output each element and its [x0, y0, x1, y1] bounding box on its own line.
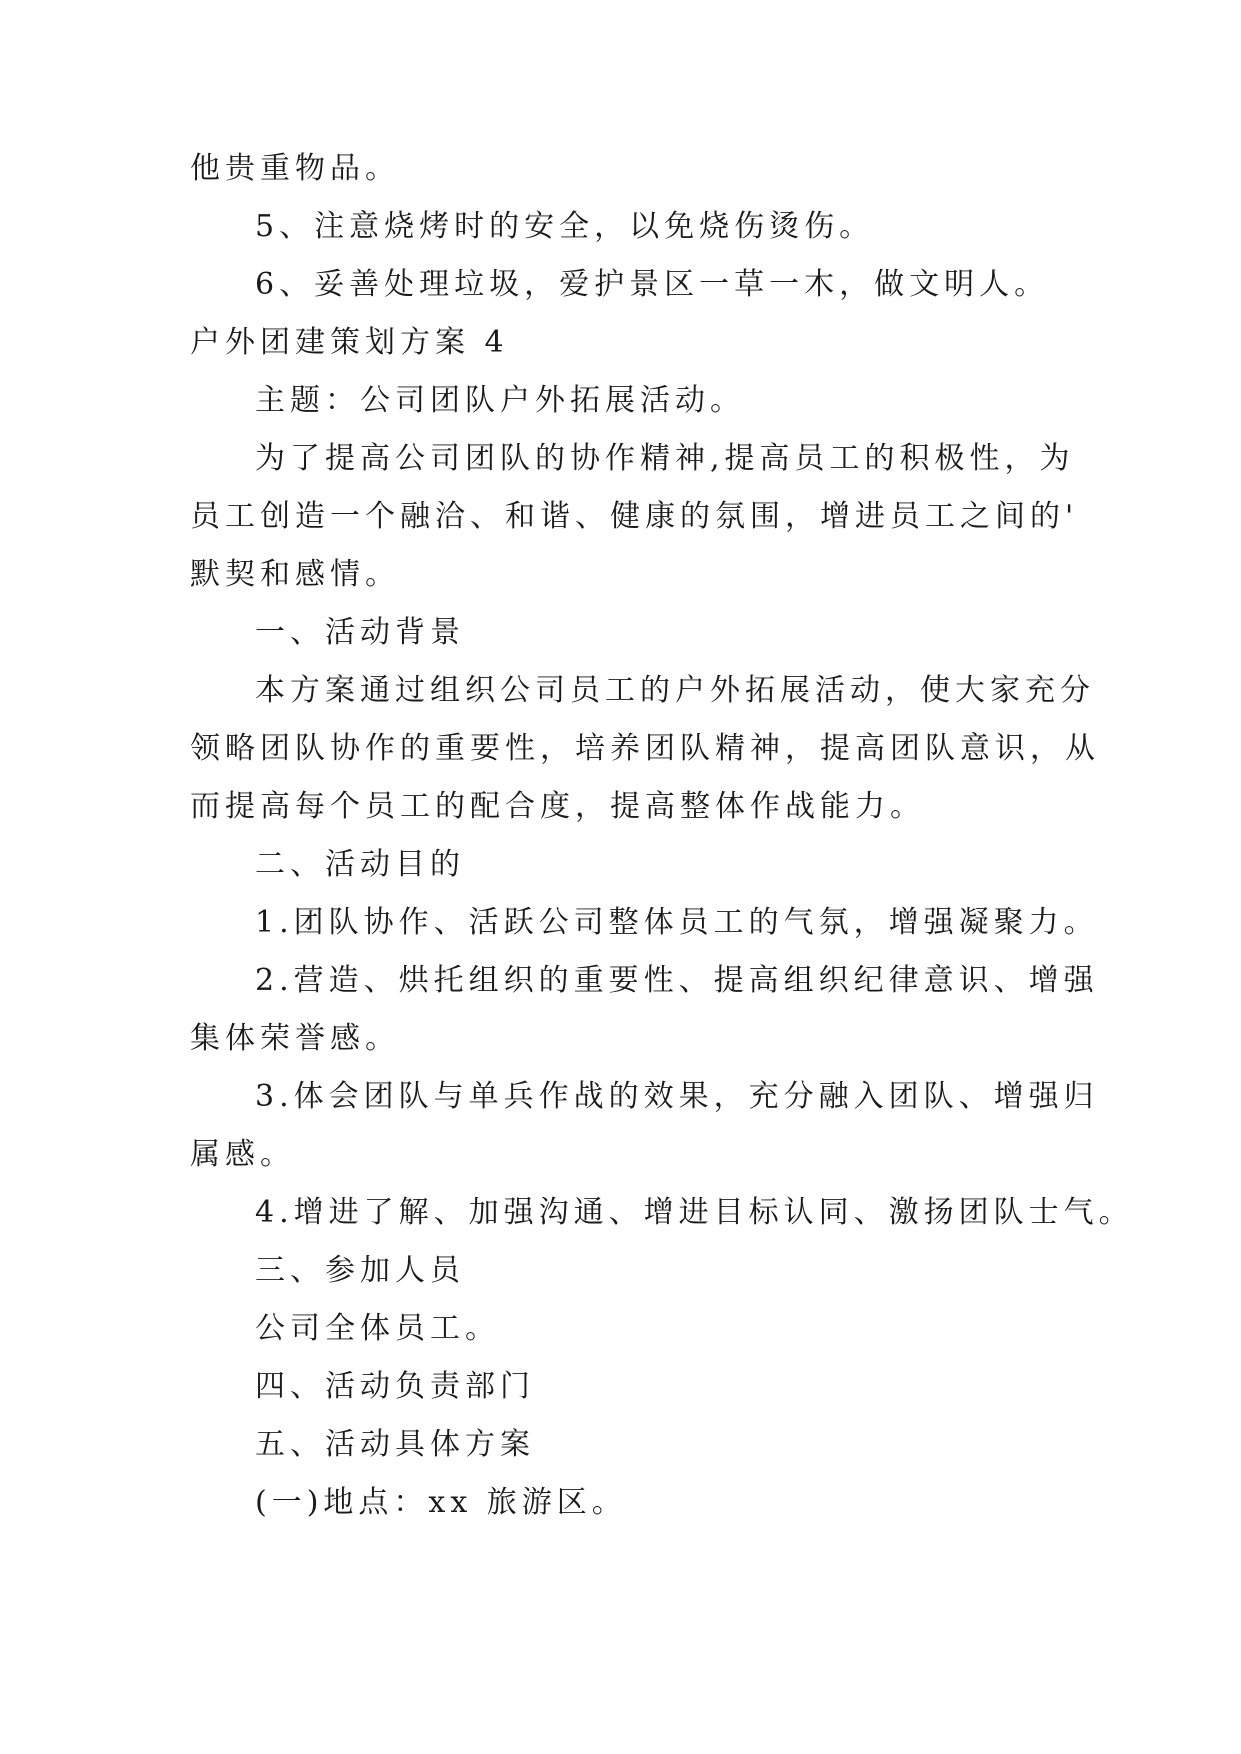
heading: 五、活动具体方案 [255, 1427, 535, 1462]
list-item: 5、注意烧烤时的安全，以免烧伤烫伤。 [255, 209, 875, 244]
heading: 四、活动负责部门 [255, 1369, 535, 1404]
list-item-continuation: 属感。 [190, 1137, 295, 1172]
paragraph-line: (一)地点：xx 旅游区。 [255, 1485, 627, 1520]
list-item: 6、妥善处理垃圾，爱护景区一草一木，做文明人。 [255, 267, 1050, 302]
text-line: 他贵重物品。 [190, 151, 400, 186]
section-title: 户外团建策划方案 4 [190, 325, 509, 360]
paragraph-line: 为了提高公司团队的协作精神,提高员工的积极性，为 [255, 441, 1075, 476]
paragraph-line: 员工创造一个融洽、和谐、健康的氛围，增进员工之间的' [190, 499, 1079, 534]
list-item: 2.营造、烘托组织的重要性、提高组织纪律意识、增强 [255, 963, 1099, 998]
paragraph-line: 默契和感情。 [190, 557, 400, 592]
heading: 三、参加人员 [255, 1253, 465, 1288]
list-item: 1.团队协作、活跃公司整体员工的气氛，增强凝聚力。 [255, 905, 1099, 940]
theme-line: 主题：公司团队户外拓展活动。 [255, 383, 745, 418]
paragraph-line: 本方案通过组织公司员工的户外拓展活动，使大家充分 [255, 673, 1095, 708]
list-item: 4.增进了解、加强沟通、增进目标认同、激扬团队士气。 [255, 1195, 1134, 1230]
heading: 一、活动背景 [255, 615, 465, 650]
list-item-continuation: 集体荣誉感。 [190, 1021, 400, 1056]
list-item: 3.体会团队与单兵作战的效果，充分融入团队、增强归 [255, 1079, 1099, 1114]
paragraph-line: 公司全体员工。 [255, 1311, 500, 1346]
heading: 二、活动目的 [255, 847, 465, 882]
paragraph-line: 领略团队协作的重要性，培养团队精神，提高团队意识，从 [190, 731, 1100, 766]
paragraph-line: 而提高每个员工的配合度，提高整体作战能力。 [190, 789, 925, 824]
